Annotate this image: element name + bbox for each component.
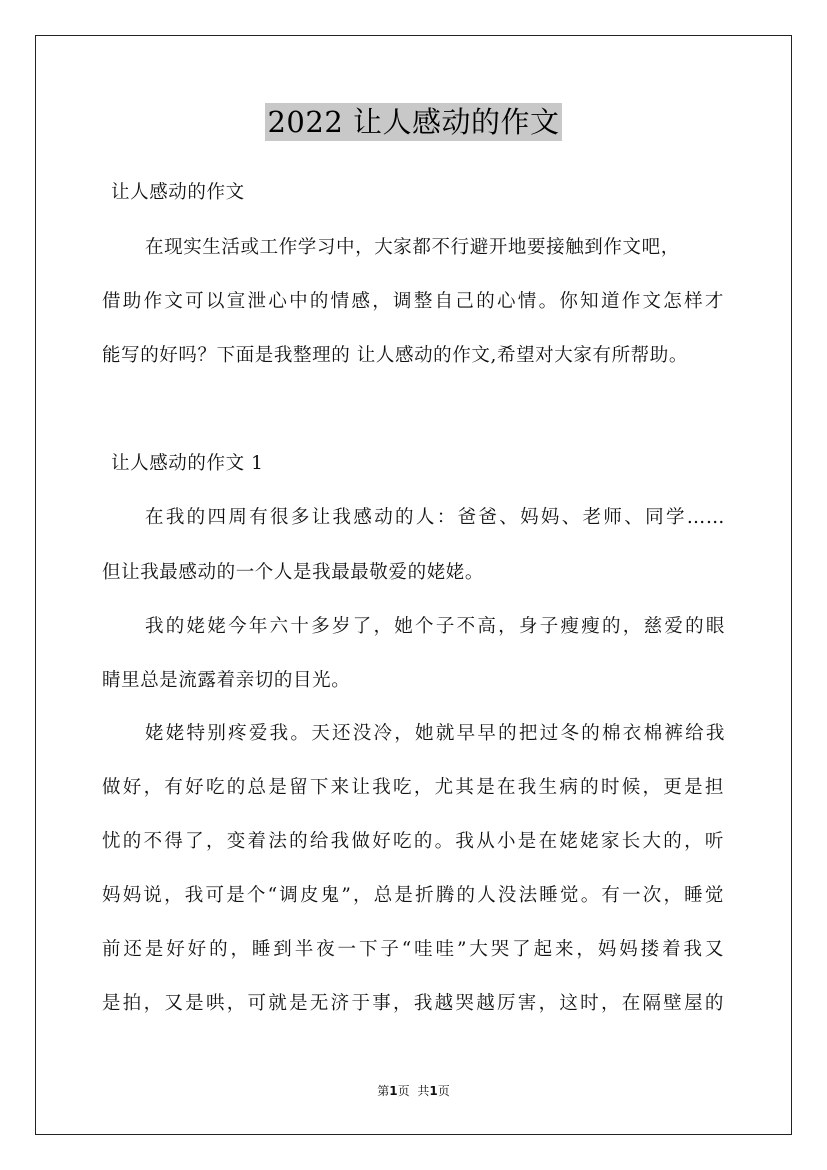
document-title: 2022 让人感动的作文 bbox=[267, 105, 560, 139]
footer-total-suffix: 页 bbox=[437, 1084, 450, 1098]
paragraph3-line-4: 妈妈说，我可是个“调皮鬼”，总是折腾的人没法睡觉。有一次，睡觉 bbox=[102, 885, 724, 906]
footer-page-number: 1 bbox=[389, 1084, 398, 1098]
paragraph3-line-2: 做好，有好吃的总是留下来让我吃，尤其是在我生病的时候，更是担 bbox=[102, 777, 724, 798]
paragraph3-line-5: 前还是好好的，睡到半夜一下子“哇哇”大哭了起来，妈妈搂着我又 bbox=[102, 939, 724, 960]
paragraph3-line-3: 忧的不得了，变着法的给我做好吃的。我从小是在姥姥家长大的，听 bbox=[102, 831, 724, 852]
paragraph3-line-6: 是拍，又是哄，可就是无济于事，我越哭越厉害，这时，在隔壁屋的 bbox=[102, 993, 724, 1014]
paragraph3-line-1: 姥姥特别疼爱我。天还没冷，她就早早的把过冬的棉衣棉裤给我 bbox=[145, 723, 725, 744]
paragraph2-line-1: 我的姥姥今年六十多岁了，她个子不高，身子瘦瘦的，慈爱的眼 bbox=[145, 616, 725, 637]
intro-line-2: 借助作文可以宣泄心中的情感，调整自己的心情。你知道作文怎样才 bbox=[102, 291, 724, 312]
paragraph2-line-2: 睛里总是流露着亲切的目光。 bbox=[102, 670, 351, 691]
section-heading: 让人感动的作文 bbox=[111, 182, 245, 203]
footer-total-pages: 1 bbox=[429, 1084, 438, 1098]
intro-line-1: 在现实生活或工作学习中，大家都不行避开地要接触到作文吧， bbox=[145, 237, 680, 258]
page-footer bbox=[0, 1083, 827, 1099]
intro-line-3: 能写的好吗？下面是我整理的 让人感动的作文,希望对大家有所帮助。 bbox=[102, 345, 688, 366]
title-wrap bbox=[0, 103, 827, 141]
paragraph1-line-1: 在我的四周有很多让我感动的人：爸爸、妈妈、老师、同学…… bbox=[145, 507, 725, 528]
essay-heading-1: 让人感动的作文 1 bbox=[111, 453, 264, 474]
footer-total-prefix: 共 bbox=[417, 1084, 430, 1098]
footer-page-suffix: 页 bbox=[397, 1084, 410, 1098]
footer-prefix: 第 bbox=[377, 1084, 390, 1098]
paragraph1-line-2: 但让我最感动的一个人是我最最敬爱的姥姥。 bbox=[102, 562, 485, 583]
